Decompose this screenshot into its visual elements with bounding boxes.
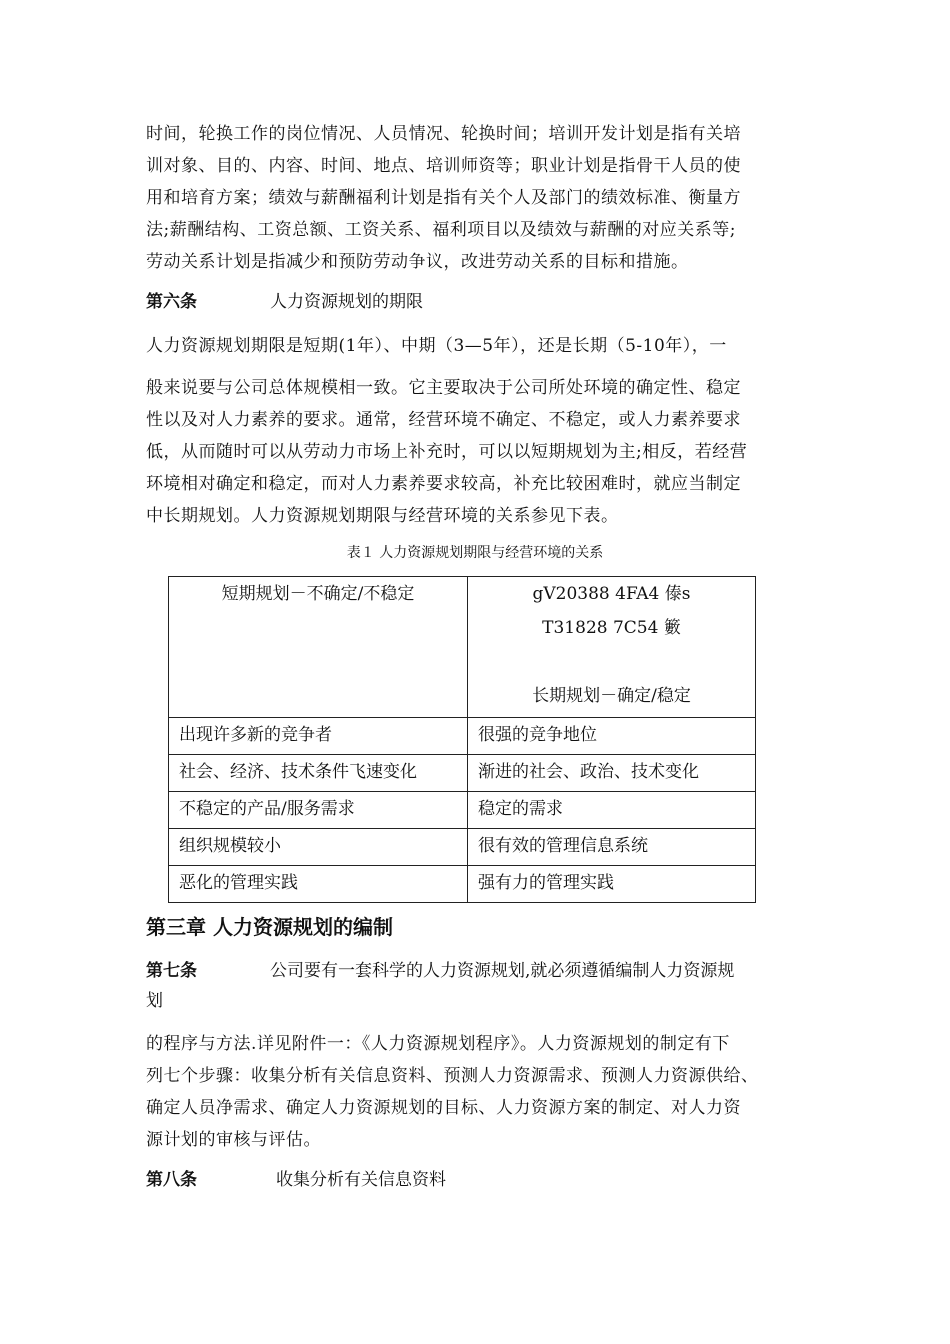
table-cell: 渐进的社会、政治、技术变化	[468, 755, 756, 792]
table-row	[169, 755, 756, 792]
text-line: 时间，轮换工作的岗位情况、人员情况、轮换时间；培训开发计划是指有关培	[146, 124, 741, 144]
header-short-term: 短期规划－不确定/不稳定	[169, 577, 468, 718]
text-line: 训对象、目的、内容、时间、地点、培训师资等；职业计划是指骨干人员的使	[146, 156, 741, 176]
table-cell: 不稳定的产品/服务需求	[169, 792, 468, 829]
paragraph-procedure	[146, 1028, 816, 1156]
header-garbled-line: gV20388 4FA4 傣s	[532, 584, 691, 604]
table-cell: 稳定的需求	[468, 792, 756, 829]
table-row	[169, 829, 756, 866]
table-row	[169, 792, 756, 829]
article-number: 第七条	[146, 961, 197, 981]
paragraph-period-first-line	[146, 330, 816, 362]
text-line: 环境相对确定和稳定，而对人力素养要求较高，补充比较困难时，就应当制定	[146, 474, 741, 494]
table-header-row	[169, 577, 756, 718]
text-line: 用和培育方案；绩效与薪酬福利计划是指有关个人及部门的绩效标准、衡量方	[146, 188, 741, 208]
article-8-heading	[146, 1164, 446, 1196]
text-line: 源计划的审核与评估。	[146, 1130, 321, 1150]
table-cell: 很有效的管理信息系统	[468, 829, 756, 866]
text-line: 的程序与方法.详见附件一：《人力资源规划程序》。人力资源规划的制定有下	[146, 1034, 730, 1054]
text-line: 性以及对人力素养的要求。通常，经营环境不确定、不稳定，或人力素养要求	[146, 410, 741, 430]
chapter-heading: 第三章 人力资源规划的编制	[146, 915, 393, 939]
article-title: 收集分析有关信息资料	[276, 1170, 446, 1190]
text-line: 低，从而随时可以从劳动力市场上补充时，可以以短期规划为主;相反，若经营	[146, 442, 748, 462]
table-cell: 很强的竞争地位	[468, 718, 756, 755]
table-cell: 组织规模较小	[169, 829, 468, 866]
text-line: 人力资源规划期限是短期(1年）、中期（3—5年），还是长期（5-10年），一	[146, 336, 727, 356]
article-title: 人力资源规划的期限	[270, 292, 423, 312]
text-line: 法;薪酬结构、工资总额、工资关系、福利项目以及绩效与薪酬的对应关系等;	[146, 220, 736, 240]
table-row	[169, 718, 756, 755]
paragraph-period	[146, 372, 816, 532]
text-line: 劳动关系计划是指减少和预防劳动争议，改进劳动关系的目标和措施。	[146, 252, 689, 272]
article-7-title-continued: 划	[146, 991, 163, 1011]
header-long-term	[468, 577, 756, 718]
table-caption: 表１ 人力资源规划期限与经营环境的关系	[346, 545, 604, 561]
article-number: 第八条	[146, 1170, 197, 1190]
table-cell: 出现许多新的竞争者	[169, 718, 468, 755]
text-line: 中长期规划。人力资源规划期限与经营环境的关系参见下表。	[146, 506, 619, 526]
article-number: 第六条	[146, 292, 197, 312]
article-6-heading	[146, 286, 423, 318]
header-long-term-label: 长期规划－确定/稳定	[532, 686, 691, 706]
table-cell: 强有力的管理实践	[468, 866, 756, 903]
planning-environment-table	[168, 576, 756, 903]
article-7-heading	[146, 955, 734, 987]
table-cell: 社会、经济、技术条件飞速变化	[169, 755, 468, 792]
header-garbled-line: T31828 7C54 籔	[542, 618, 681, 638]
table-row	[169, 866, 756, 903]
text-line: 列七个步骤：收集分析有关信息资料、预测人力资源需求、预测人力资源供给、	[146, 1066, 759, 1086]
paragraph-plan-types	[146, 118, 816, 278]
text-line: 确定人员净需求、确定人力资源规划的目标、人力资源方案的制定、对人力资	[146, 1098, 741, 1118]
article-title: 公司要有一套科学的人力资源规划,就必须遵循编制人力资源规	[270, 961, 735, 981]
header-blank-line	[478, 645, 745, 679]
text-line: 般来说要与公司总体规模相一致。它主要取决于公司所处环境的确定性、稳定	[146, 378, 741, 398]
table-cell: 恶化的管理实践	[169, 866, 468, 903]
